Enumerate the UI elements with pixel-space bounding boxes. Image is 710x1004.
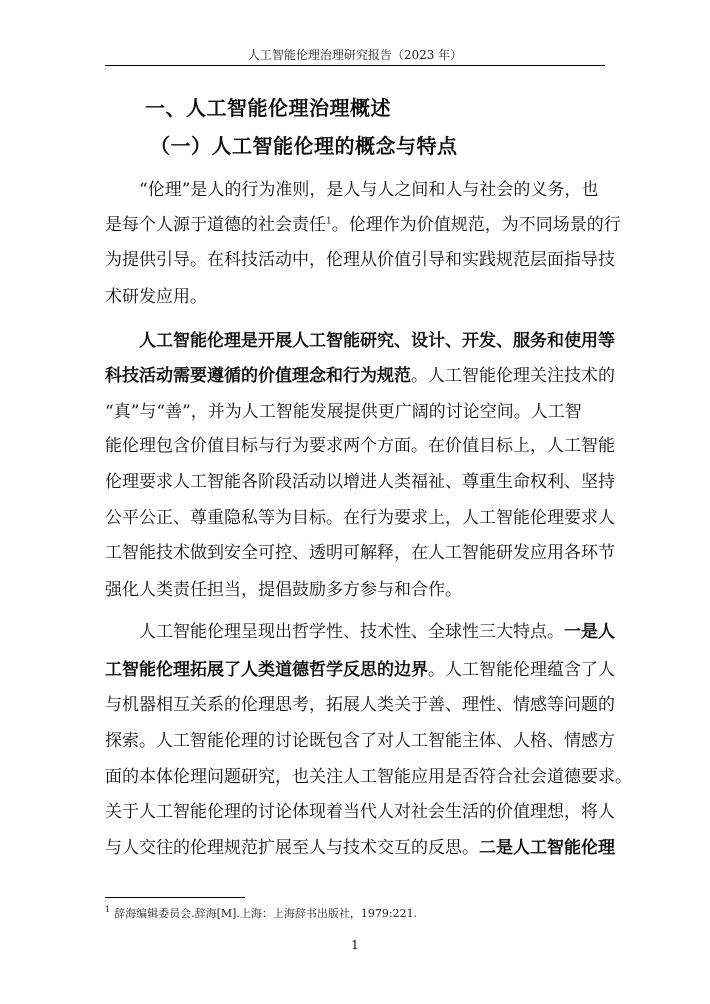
footnote-reference[interactable]: 1	[326, 216, 332, 227]
footnote-text: 辞海编辑委员会.辞海[M].上海：上海辞书出版社，1979:221.	[114, 907, 418, 920]
footnote-mark: 1	[105, 905, 111, 915]
para2-line-5: 伦理要求人工智能各阶段活动以增进人类福祉、尊重生命权利、坚持	[105, 472, 615, 492]
para3-bold-point-2: 二是人工智能伦理	[479, 838, 615, 858]
para1-line-2-text-b: 。伦理作为价值规范，为不同场景的行	[331, 215, 621, 235]
para2-line-2	[105, 361, 615, 386]
para3-line-7-text: 与人交往的伦理规范扩展至人与技术交互的反思。	[105, 838, 479, 858]
para1-line-2	[105, 210, 621, 235]
para1-line-3: 为提供引导。在科技活动中，伦理从价值引导和实践规范层面指导技	[105, 250, 615, 270]
para2-line-3: “真”与“善”，并为人工智能发展提供更广阔的讨论空间。人工智	[105, 402, 582, 422]
para3-line-1	[139, 617, 615, 642]
para3-line-4: 探索。人工智能伦理的讨论既包含了对人工智能主体、人格、情感方	[105, 731, 615, 751]
para3-line-2	[105, 655, 615, 680]
para2-bold-phrase: 科技活动需要遵循的价值理念和行为规范	[105, 366, 411, 386]
para3-line-5: 面的本体伦理问题研究，也关注人工智能应用是否符合社会道德要求。	[105, 767, 632, 787]
para3-line-1-text: 人工智能伦理呈现出哲学性、技术性、全球性三大特点。	[139, 622, 564, 642]
para2-line-2-rest: 。人工智能伦理关注技术的	[411, 366, 615, 386]
para1-line-4: 术研发应用。	[105, 287, 207, 307]
para3-bold-point-1: 工智能伦理拓展了人类道德哲学反思的边界	[105, 660, 428, 680]
para2-line-7: 工智能技术做到安全可控、透明可解释，在人工智能研发应用各环节	[105, 543, 615, 563]
para1-line-1: “伦理”是人的行为准则，是人与人之间和人与社会的义务，也	[139, 180, 599, 200]
para2-line-6: 公平公正、尊重隐私等为目标。在行为要求上，人工智能伦理要求人	[105, 508, 615, 528]
para3-line-3: 与机器相互关系的伦理思考，拓展人类关于善、理性、情感等问题的	[105, 695, 615, 715]
section-heading: 一、人工智能伦理治理概述	[145, 96, 391, 120]
para2-line-1: 人工智能伦理是开展人工智能研究、设计、开发、服务和使用等	[139, 331, 615, 351]
para1-line-2-text-a: 是每个人源于道德的社会责任	[105, 215, 326, 235]
header-divider	[105, 65, 605, 66]
para3-bold-point-1-start: 一是人	[564, 622, 615, 642]
subsection-heading: （一）人工智能伦理的概念与特点	[150, 134, 458, 158]
para2-line-8: 强化人类责任担当，提倡鼓励多方参与和合作。	[105, 580, 462, 600]
para3-line-2-rest: 。人工智能伦理蕴含了人	[428, 660, 615, 680]
running-header: 人工智能伦理治理研究报告（2023 年）	[247, 48, 463, 62]
footnote-divider	[105, 897, 245, 898]
footnote	[105, 905, 417, 921]
page-number: 1	[351, 938, 359, 952]
para3-line-7	[105, 833, 615, 858]
para2-line-4: 能伦理包含价值目标与行为要求两个方面。在价值目标上，人工智能	[105, 436, 615, 456]
para3-line-6: 关于人工智能伦理的讨论体现着当代人对社会生活的价值理想，将人	[105, 802, 615, 822]
